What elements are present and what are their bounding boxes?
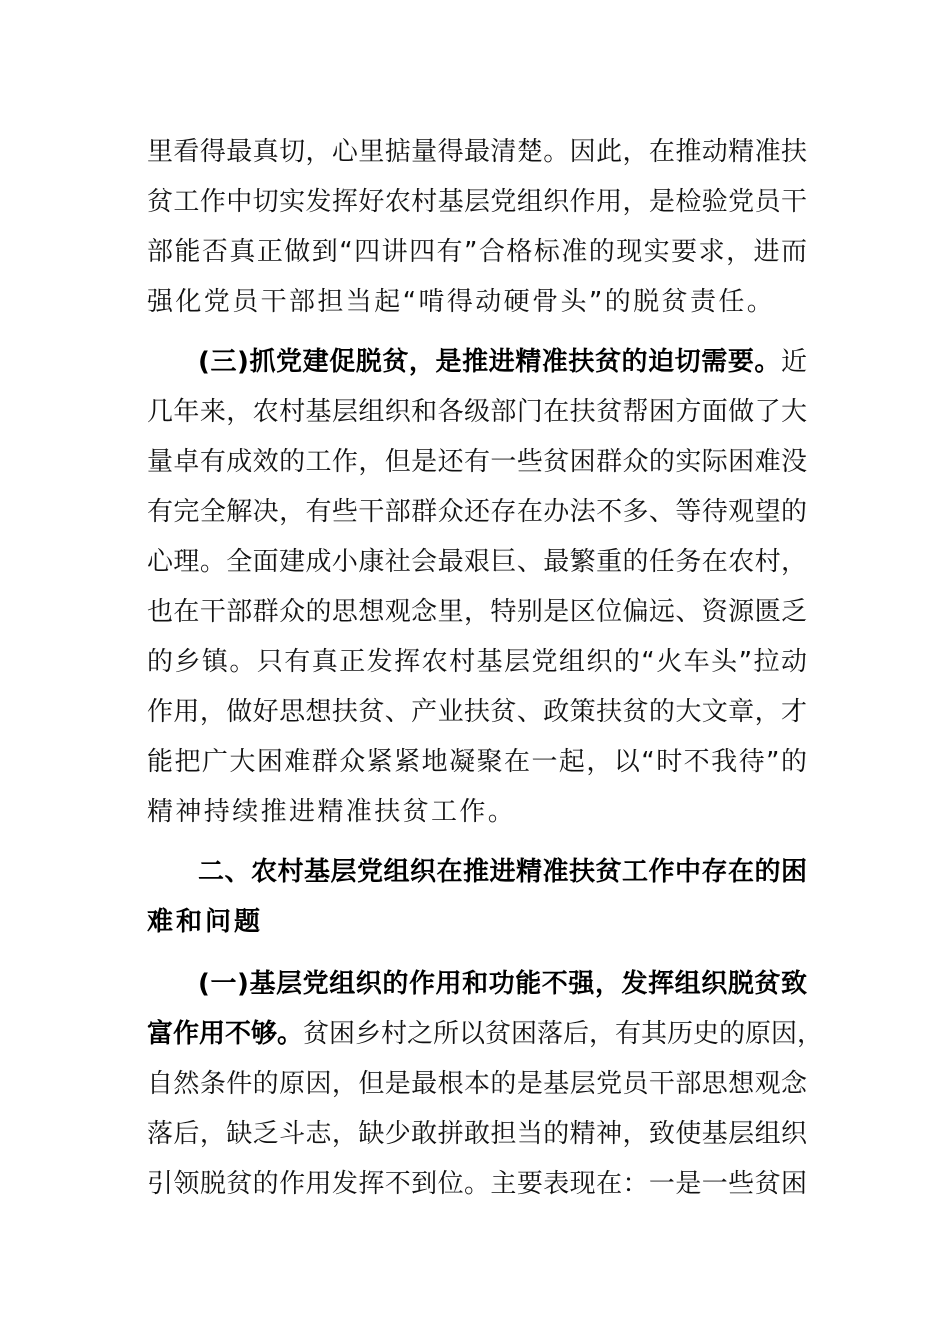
section-two-heading-line2: 难和问题 xyxy=(147,907,264,937)
subsection-one-line2 xyxy=(147,1012,824,1056)
section-two-heading-line1: 二、农村基层党组织在推进精准扶贫工作中存在的困 xyxy=(198,857,807,887)
paragraph-line: 量卓有成效的工作，但是还有一些贫困群众的实际困难没 xyxy=(147,447,807,477)
subsection-one-heading-line2: 富作用不够。 xyxy=(147,1019,304,1049)
paragraph-line: 强化党员干部担当起“啃得动硬骨头”的脱贫责任。 xyxy=(147,287,776,317)
paragraph-line: 心理。全面建成小康社会最艰巨、最繁重的任务在农村， xyxy=(147,547,807,577)
paragraph-line: 作用，做好思想扶贫、产业扶贫、政策扶贫的大文章，才 xyxy=(147,697,807,727)
section-three-lead-text: 近 xyxy=(780,347,807,377)
paragraph-line: 有完全解决，有些干部群众还存在办法不多、等待观望的 xyxy=(147,497,807,527)
paragraph-line: 落后，缺乏斗志，缺少敢拼敢担当的精神，致使基层组织 xyxy=(147,1119,807,1149)
section-three-lead-line xyxy=(198,340,807,384)
paragraph-line: 几年来，农村基层组织和各级部门在扶贫帮困方面做了大 xyxy=(147,397,807,427)
paragraph-line: 引领脱贫的作用发挥不到位。主要表现在：一是一些贫困 xyxy=(147,1169,807,1199)
paragraph-line: 的乡镇。只有真正发挥农村基层党组织的“火车头”拉动 xyxy=(147,647,807,677)
paragraph-line: 里看得最真切，心里掂量得最清楚。因此，在推动精准扶 xyxy=(147,137,807,167)
subsection-one-heading-line1: (一)基层党组织的作用和功能不强，发挥组织脱贫致 xyxy=(198,969,807,999)
subsection-one-text: 贫困乡村之所以贫困落后，有其历史的原因， xyxy=(303,1019,824,1049)
section-three-heading: (三)抓党建促脱贫，是推进精准扶贫的迫切需要。 xyxy=(198,347,781,377)
paragraph-line: 精神持续推进精准扶贫工作。 xyxy=(147,797,517,827)
paragraph-line: 部能否真正做到“四讲四有”合格标准的现实要求，进而 xyxy=(147,237,807,267)
paragraph-line: 自然条件的原因，但是最根本的是基层党员干部思想观念 xyxy=(147,1069,807,1099)
paragraph-line: 贫工作中切实发挥好农村基层党组织作用，是检验党员干 xyxy=(147,187,807,217)
paragraph-line: 也在干部群众的思想观念里，特别是区位偏远、资源匮乏 xyxy=(147,597,807,627)
paragraph-line: 能把广大困难群众紧紧地凝聚在一起，以“时不我待”的 xyxy=(147,747,807,777)
